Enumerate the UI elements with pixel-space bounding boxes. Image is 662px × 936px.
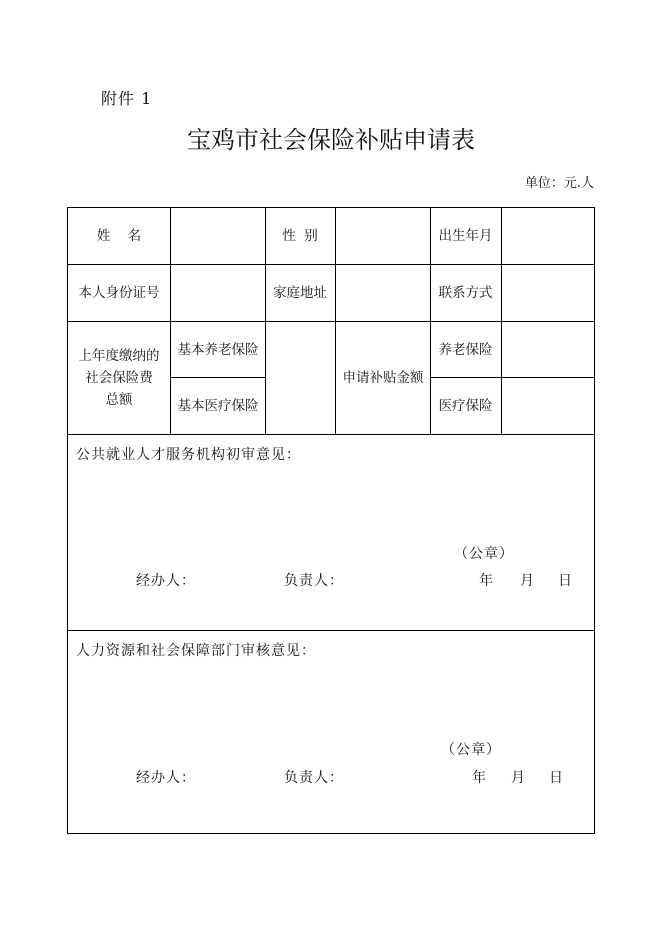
attachment-label: 附件 1 [101,89,153,108]
name-label-text: 姓 名 [96,228,142,244]
application-form [67,207,595,834]
name-label [68,208,170,264]
address-label: 家庭地址 [273,285,327,301]
month-label: 月 [511,770,526,786]
initial-review-label: 公共就业人才服务机构初审意见： [76,447,301,463]
basic-medical-label: 基本医疗保险 [177,398,259,414]
handler-label: 经办人： [136,770,196,786]
handler-label: 经办人： [136,573,196,589]
birth-label: 出生年月 [438,228,493,244]
insurance-total-line-3: 总额 [105,392,133,408]
seal-label: （公章） [454,546,514,562]
pension-field[interactable] [502,322,594,377]
subsidy-label: 申请补贴金额 [342,370,424,386]
responsible-label: 负责人： [284,573,344,589]
day-label: 日 [549,770,564,786]
day-label: 日 [558,573,573,589]
gender-label-text: 性 别 [282,228,318,244]
page-title: 宝鸡市社会保险补贴申请表 [187,126,475,154]
insurance-total-label [68,322,170,434]
row-divider [68,434,594,435]
unit-label: 单位：元.人 [524,176,594,191]
name-field[interactable] [171,208,265,264]
year-label: 年 [472,770,487,786]
year-label: 年 [479,573,494,589]
gender-field[interactable] [336,208,430,264]
basic-medical-field[interactable] [266,378,335,434]
row-divider [68,630,594,631]
contact-label: 联系方式 [438,285,493,301]
final-review-label: 人力资源和社会保障部门审核意见： [76,643,316,659]
birth-field[interactable] [502,208,594,264]
medical-label: 医疗保险 [438,398,493,414]
contact-field[interactable] [502,265,594,321]
address-field[interactable] [336,265,430,321]
insurance-total-line-2: 社会保险费 [85,370,153,386]
insurance-total-line-1: 上年度缴纳的 [78,348,160,364]
medical-field[interactable] [502,378,594,434]
id-field[interactable] [171,265,265,321]
month-label: 月 [520,573,535,589]
pension-label: 养老保险 [438,341,493,358]
basic-pension-label: 基本养老保险 [177,341,259,358]
seal-label: （公章） [441,742,501,758]
gender-label [265,208,335,264]
basic-pension-field[interactable] [266,322,335,377]
id-label: 本人身份证号 [78,285,160,301]
responsible-label: 负责人： [284,770,344,786]
